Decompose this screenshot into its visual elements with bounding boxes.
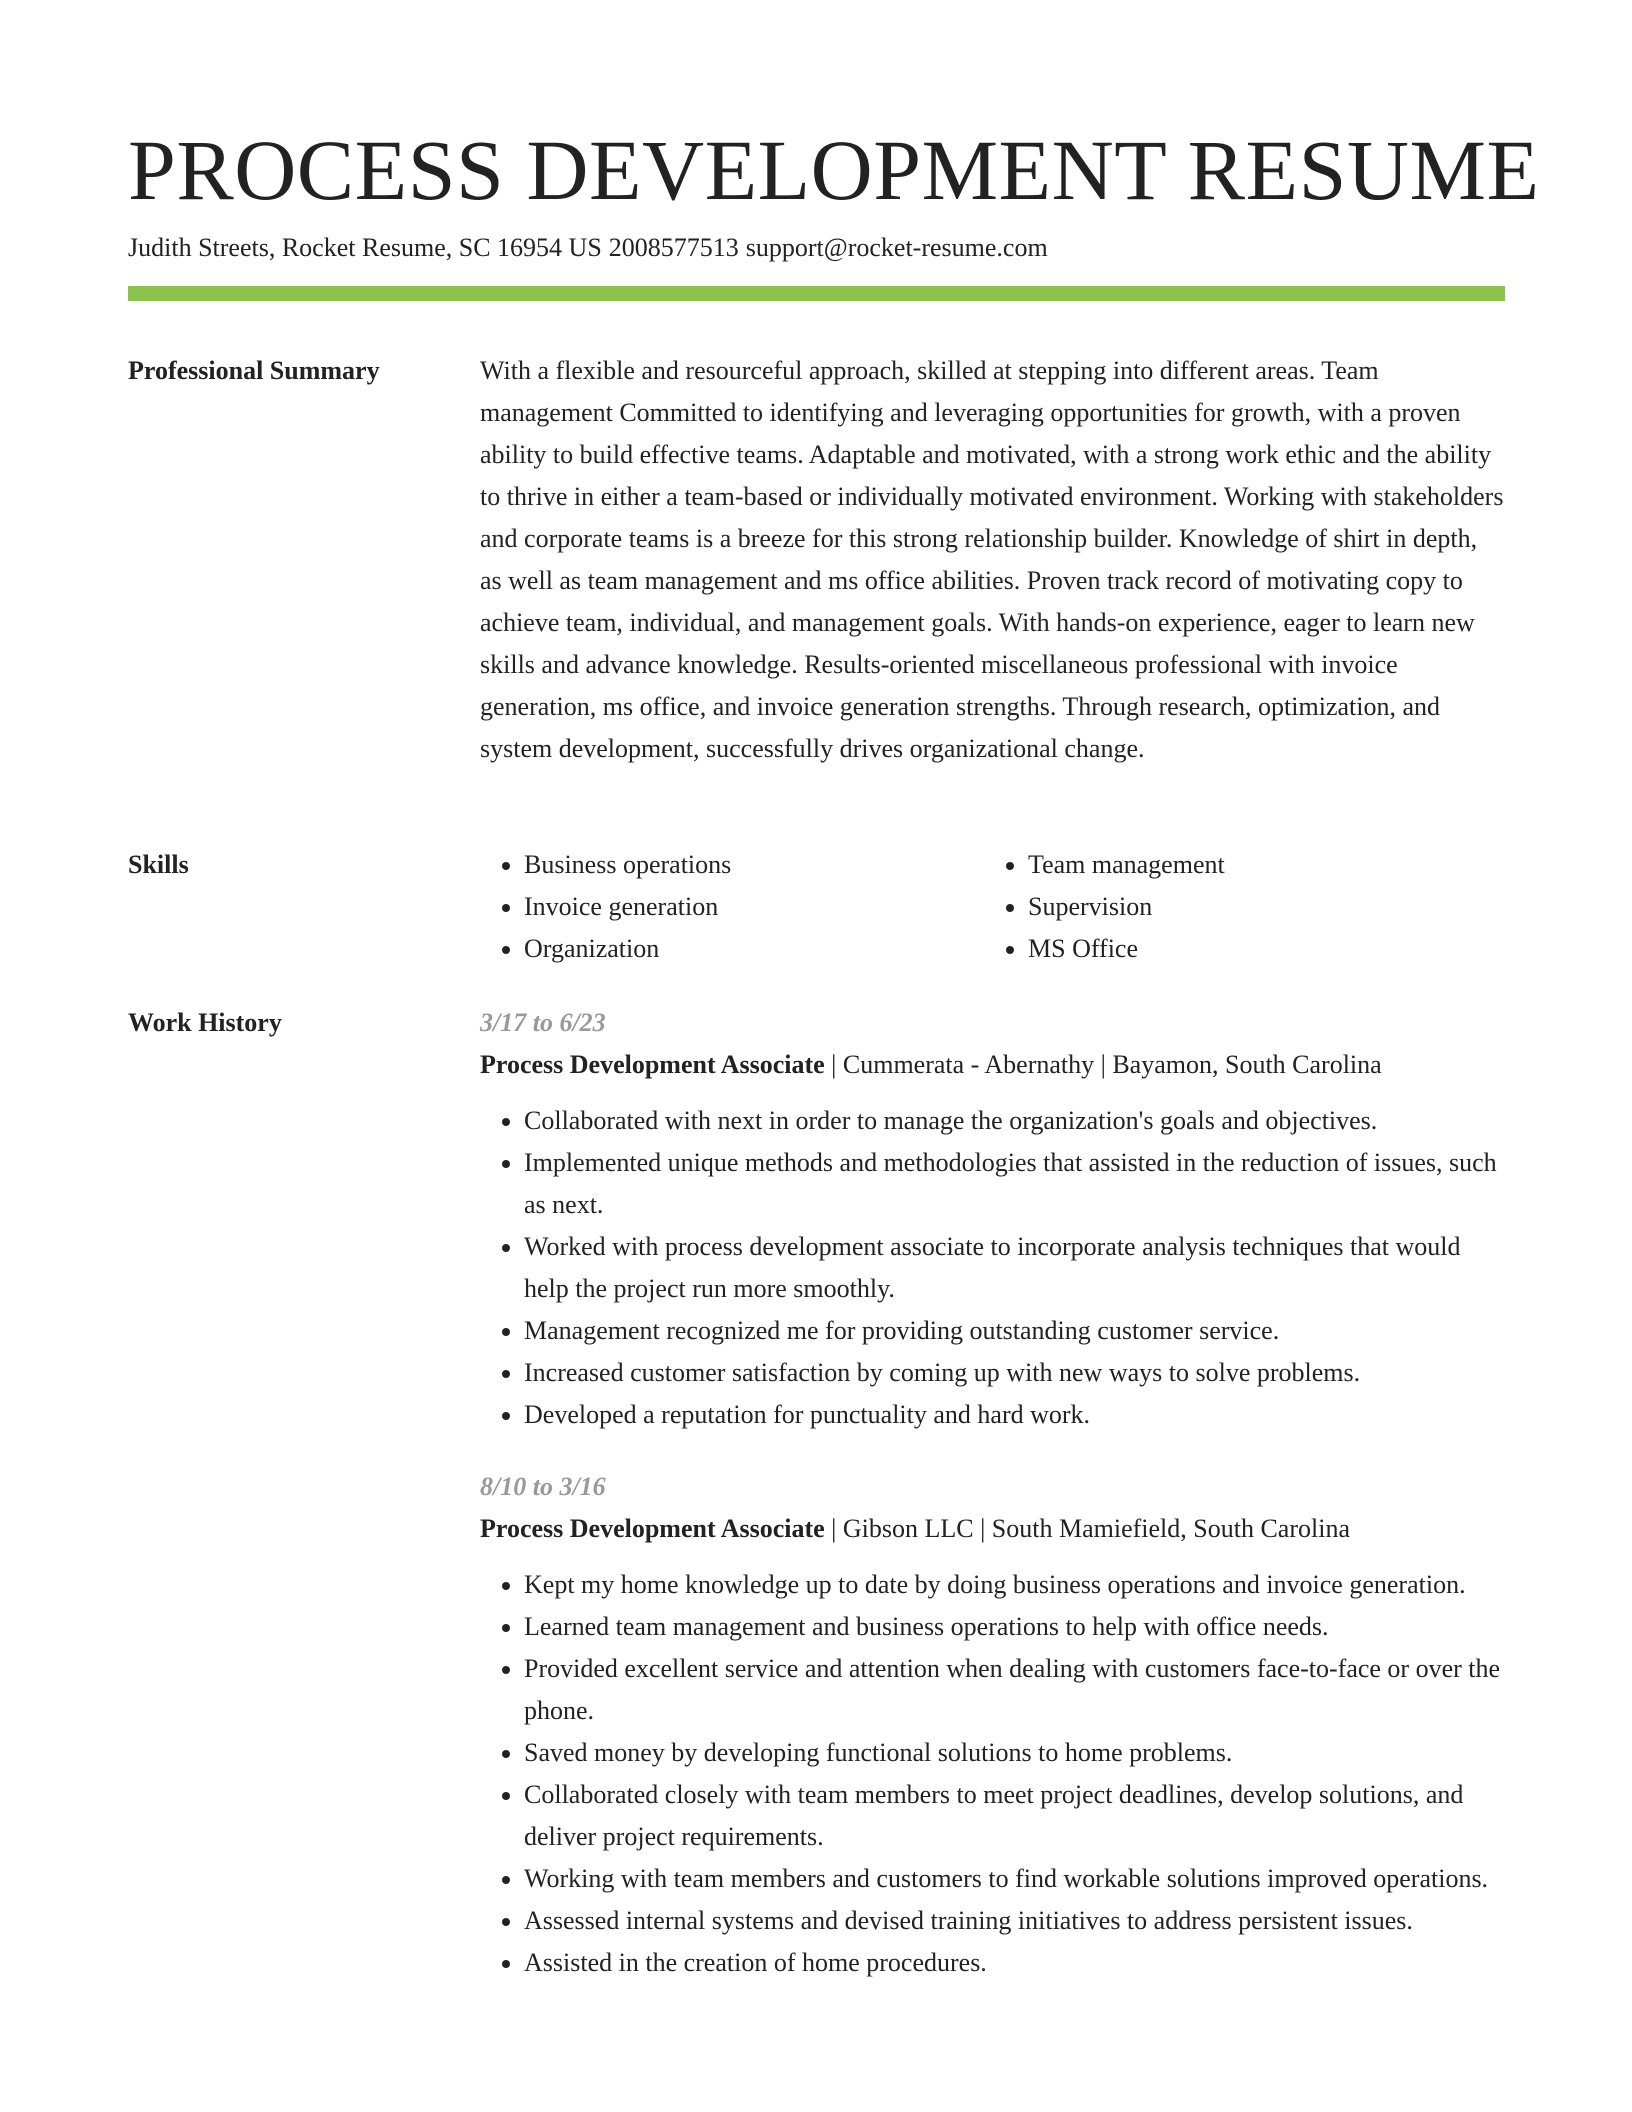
contact-phone: 2008577513 (608, 233, 739, 262)
skill-item: • Invoice generation (524, 886, 984, 928)
job-dates: 8/10 to 3/16 (480, 1472, 606, 1501)
skills-heading: Skills (128, 850, 189, 879)
job-dates: 3/17 to 6/23 (480, 1008, 606, 1037)
job-bullet: • Developed a reputation for punctuality and hard work. (524, 1394, 1505, 1436)
contact-email: support@rocket-resume.com (745, 233, 1048, 262)
skills-columns (480, 844, 1505, 970)
summary-text: With a flexible and resourceful approach, skilled at stepping into different areas. Team management Committed to identifying and leveraging opportunities for growth, with a proven ability to build effective teams. Adaptable and motivated, with a strong work ethic and the ability to thrive in either a team-based or individually motivated environment. Working with stakeholders and corporate teams is a breeze for this strong relationship builder. Knowledge of shirt in depth, as well as team management and ms office abilities. Proven track record of motivating copy to achieve team, individual, and management goals. With hands-on experience, eager to learn new skills and advance knowledge. Results-oriented miscellaneous professional with invoice generation, ms office, and invoice generation strengths. Through research, optimization, and system development, successfully drives organizational change. (480, 356, 1504, 763)
job-bullet: • Implemented unique methods and methodologies that assisted in the reduction of issues, such as next. (524, 1142, 1505, 1226)
header-divider (128, 286, 1505, 301)
job-bullet: • Learned team management and business operations to help with office needs. (524, 1606, 1505, 1648)
resume-title: PROCESS DEVELOPMENT RESUME (128, 122, 1540, 218)
job-bullet: • Provided excellent service and attention when dealing with customers face-to-face or over the phone. (524, 1648, 1505, 1732)
job-title-line (480, 1044, 1505, 1086)
job-bullet: • Increased customer satisfaction by coming up with new ways to solve problems. (524, 1352, 1505, 1394)
skill-item: • Business operations (524, 844, 984, 886)
job-bullet: • Assessed internal systems and devised training initiatives to address persistent issues. (524, 1900, 1505, 1942)
job-bullet: • Collaborated closely with team members to meet project deadlines, develop solutions, and deliver project requirements. (524, 1774, 1505, 1858)
skill-item: • Organization (524, 928, 984, 970)
job-title: Process Development Associate (480, 1514, 825, 1543)
skill-item: • MS Office (1028, 928, 1488, 970)
job-bullet-list (480, 1564, 1505, 1984)
job-entry (480, 1002, 1505, 1436)
contact-address: Judith Streets, Rocket Resume, SC 16954 US (128, 233, 602, 262)
summary-body (480, 350, 1505, 770)
job-company-location: | Gibson LLC | South Mamiefield, South Carolina (824, 1514, 1350, 1543)
summary-heading: Professional Summary (128, 356, 380, 385)
skills-body (480, 844, 1505, 970)
skill-item: • Team management (1028, 844, 1488, 886)
job-bullet: • Worked with process development associate to incorporate analysis techniques that would help the project run more smoothly. (524, 1226, 1505, 1310)
job-bullet-list (480, 1100, 1505, 1436)
work-history-body (480, 1002, 1505, 2014)
job-bullet: • Saved money by developing functional solutions to home problems. (524, 1732, 1505, 1774)
skill-item: • Supervision (1028, 886, 1488, 928)
job-bullet: • Working with team members and customers to find workable solutions improved operations. (524, 1858, 1505, 1900)
job-company-location: | Cummerata - Abernathy | Bayamon, South Carolina (824, 1050, 1382, 1079)
job-bullet: • Kept my home knowledge up to date by doing business operations and invoice generation. (524, 1564, 1505, 1606)
skills-list-right (984, 844, 1488, 970)
contact-line (128, 230, 1048, 266)
job-bullet: • Collaborated with next in order to manage the organization's goals and objectives. (524, 1100, 1505, 1142)
job-entry (480, 1466, 1505, 1984)
skills-list-left (480, 844, 984, 970)
job-bullet: • Assisted in the creation of home procedures. (524, 1942, 1505, 1984)
job-title: Process Development Associate (480, 1050, 825, 1079)
job-bullet: • Management recognized me for providing outstanding customer service. (524, 1310, 1505, 1352)
work-history-heading: Work History (128, 1008, 282, 1037)
job-title-line (480, 1508, 1505, 1550)
